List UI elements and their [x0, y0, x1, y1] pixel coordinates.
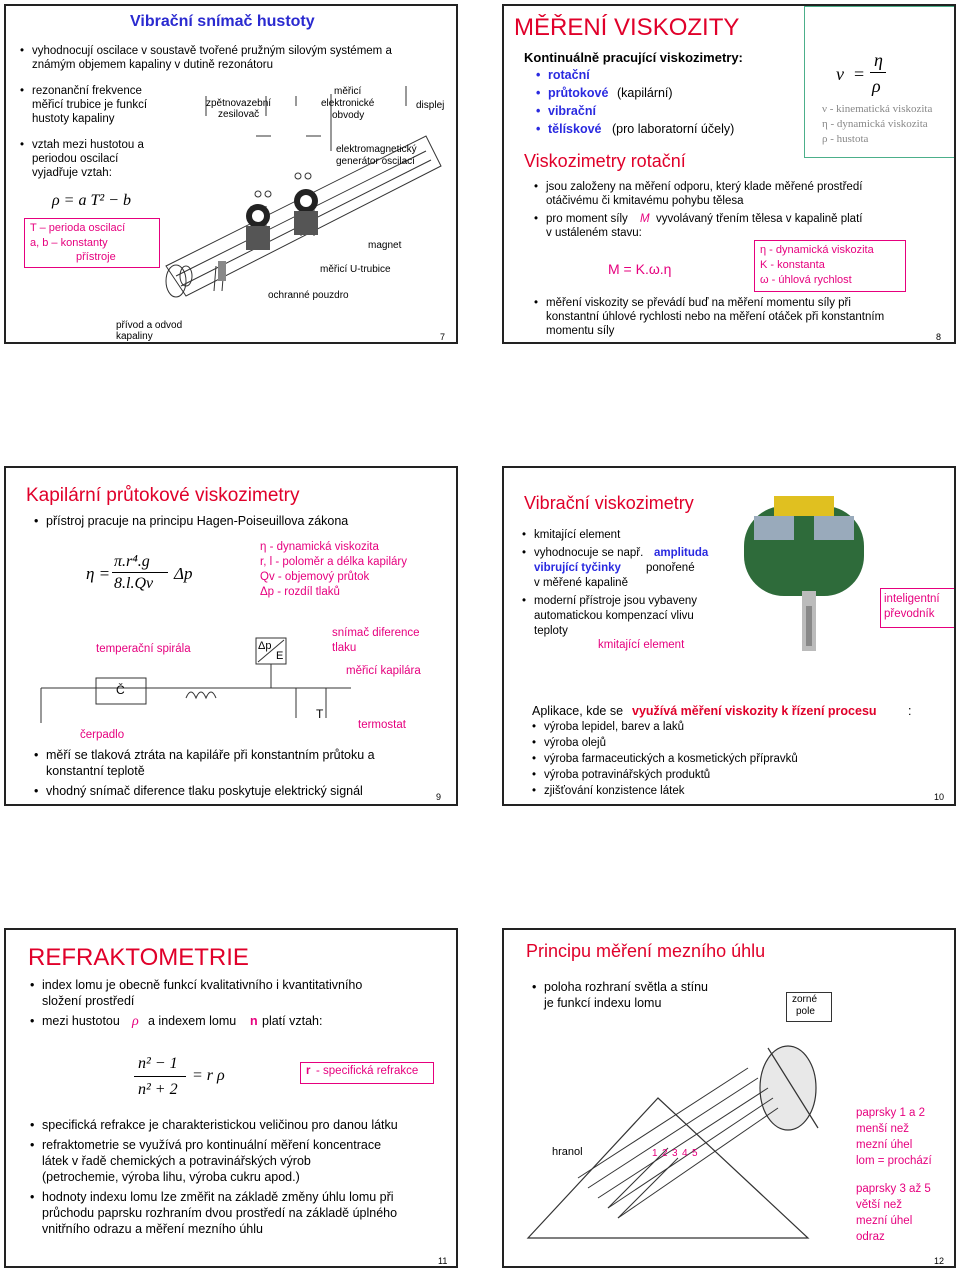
diagram-label: elektromagnetický [336, 144, 417, 155]
ray-note: paprsky 3 až 5 [856, 1183, 931, 1195]
diagram-label: měřicí U-trubice [320, 264, 391, 275]
application-item: • výroba olejů [544, 736, 606, 751]
diagram-label: čerpadlo [80, 729, 125, 741]
diagram-label: tlaku [332, 642, 357, 654]
bullet-text: • refraktometrie se využívá pro kontinuální měření koncentrace [42, 1138, 381, 1153]
fraction-line [134, 1076, 186, 1077]
formula-denominator: 8.l.Qv [114, 575, 154, 592]
highlight-text: amplituda [654, 547, 709, 559]
diagram-label: inteligentní [884, 593, 940, 605]
legend-text: Qv - objemový průtok [260, 571, 370, 583]
density-sensor-diagram [146, 76, 456, 326]
ray-number: 4 [682, 1148, 688, 1159]
bullet-text: • vyhodnocuje se např. [534, 546, 643, 561]
formula-numerator: n² − 1 [138, 1055, 178, 1072]
diagram-label: snímač diference [332, 627, 420, 639]
ray-number: 2 [662, 1148, 668, 1159]
intro-text: Kontinuálně pracující viskozimetry: [524, 50, 743, 65]
bullet-text-cont: je funkcí indexu lomu [544, 996, 662, 1010]
slide-7 [4, 4, 458, 344]
bullet-text-cont: konstantní teplotě [46, 764, 145, 778]
diagram-label: generátor oscilací [336, 156, 415, 167]
bullet-text-cont: teploty [534, 625, 568, 637]
diagram-label: přívod a odvod [116, 320, 183, 331]
formula-symbol: Δp [174, 564, 193, 583]
slide-12 [502, 928, 956, 1268]
ray-note: mezní úhel [856, 1215, 913, 1227]
page-number: 9 [436, 792, 442, 802]
bullet-text: • vhodný snímač diference tlaku poskytuje elektrický signál [46, 784, 363, 799]
bullet-text-cont: průchodu paprsku rozhraním dvou prostředí na základě úplného [42, 1206, 398, 1220]
diagram-label: zpětnovazební [206, 98, 272, 109]
bullet-text: • měření viskozity se převádí buď na měření momentu síly při [546, 296, 851, 311]
bullet-text: • rezonanční frekvence [32, 84, 142, 99]
page-number: 11 [438, 1256, 448, 1266]
diagram-label: měřicí [334, 86, 362, 97]
diagram-label: ochranné pouzdro [268, 290, 349, 301]
diagram-label: pole [796, 1006, 815, 1017]
bullet-text-cont: v měřené kapalině [534, 577, 628, 589]
legend-text: T – perioda oscilací [30, 222, 126, 234]
bullet-text-cont: automatickou kompenzací vlivu [534, 610, 694, 622]
fraction-line [112, 572, 168, 573]
formula-symbol: = [854, 64, 865, 84]
bullet-text: • poloha rozhraní světla a stínu [544, 980, 708, 995]
bullet-text: • přístroj pracuje na principu Hagen-Poiseuillova zákona [46, 514, 348, 529]
ray-note: větší než [856, 1199, 903, 1211]
application-item: • výroba farmaceutických a kosmetických přípravků [544, 752, 798, 767]
bullet-text: • vztah mezi hustotou a [32, 138, 144, 153]
legend-text: - specifická refrakce [316, 1065, 419, 1077]
page-number: 7 [440, 332, 446, 342]
bullet-text-cont: konstantní úhlové rychlosti nebo na měření otáček při konstantním [546, 311, 885, 323]
method-note: (pro laboratorní účely) [612, 122, 735, 136]
bullet-text-cont: platí vztah: [262, 1014, 323, 1028]
bullet-text-cont: otáčivému či kmitavému pohybu tělesa [546, 195, 744, 207]
legend-text: η - dynamická viskozita [760, 244, 874, 256]
bullet-text-cont: složení prostředí [42, 994, 135, 1008]
formula: ρ = a T² − b [52, 192, 131, 209]
symbol-n: n [250, 1014, 258, 1028]
diagram-label: měřicí kapilára [346, 665, 421, 677]
application-item: • výroba potravinářských produktů [544, 768, 710, 783]
applications-colon: : [908, 704, 912, 718]
moment-equation: M = K.ω.η [608, 261, 672, 277]
legend-text: η - dynamická viskozita [260, 541, 379, 553]
legend-text: η - dynamická viskozita [822, 118, 928, 130]
bullet-text-cont: periodou oscilací [32, 153, 119, 165]
slide-title: Vibrační snímač hustoty [130, 13, 315, 30]
bullet-text: • specifická refrakce je charakteristickou veličinou pro danou látku [42, 1118, 398, 1133]
pump-symbol: Č [116, 683, 125, 697]
bullet-text: • vyhodnocují oscilace v soustavě tvořené pružným silovým systémem a [32, 44, 392, 59]
method-note: (kapilární) [617, 86, 673, 100]
bullet-text: • měří se tlaková ztráta na kapiláře při konstantním průtoku a [46, 748, 375, 763]
bullet-text-cont: a indexem lomu [148, 1014, 237, 1028]
legend-text: K - konstanta [760, 259, 825, 271]
diagram-label: hranol [552, 1146, 583, 1158]
bullet-text-cont: hustoty kapaliny [32, 113, 115, 125]
formula-rhs: = r ρ [192, 1067, 225, 1084]
diagram-label: obvody [332, 110, 365, 121]
legend-text: Δp - rozdíl tlaků [260, 586, 340, 598]
bullet-text: • mezi hustotou [42, 1014, 120, 1029]
ray-note: odraz [856, 1231, 885, 1243]
formula-numerator: π.r⁴.g [114, 553, 150, 570]
bullet-text-cont: vnitřního odrazu a měření mezního úhlu [42, 1222, 263, 1236]
page-number: 12 [934, 1256, 945, 1266]
diagram-label: temperační spirála [96, 643, 191, 655]
highlight-text: vibrující tyčinky [534, 562, 621, 574]
bullet-text-cont: známým objemem kapaliny v dutině rezonátoru [32, 59, 273, 71]
legend-text: ρ - hustota [822, 133, 869, 145]
sensor-symbol: Δp [258, 640, 272, 652]
bullet-text-cont: látek v řadě chemických a potravinářských výrob [42, 1154, 311, 1168]
ray-number: 1 [652, 1148, 658, 1159]
capillary-viscometer-diagram [36, 618, 356, 728]
bullet-text: • hodnoty indexu lomu lze změřit na základě změny úhlu lomu při [42, 1190, 394, 1205]
slide-9 [4, 466, 458, 806]
legend-text: ω - úhlová rychlost [760, 274, 852, 286]
ray-note: menší než [856, 1123, 910, 1135]
bullet-text-cont: (petrochemie, výroba lihu, výroba cukru apod.) [42, 1170, 300, 1184]
bullet-text-cont: vyvolávaný třením tělesa v kapalině platí [656, 213, 863, 225]
diagram-label: kmitající element [598, 639, 685, 651]
diagram-label: magnet [368, 240, 402, 251]
bullet-text-cont: ponořené [646, 562, 695, 574]
formula-symbol: ρ [872, 76, 881, 96]
symbol-rho: ρ [132, 1014, 139, 1029]
bullet-text-cont: momentu síly [546, 325, 615, 337]
vibration-viscometer-photo [734, 486, 884, 656]
bullet-text: • index lomu je obecně funkcí kvalitativního i kvantitativního [42, 978, 362, 993]
ray-note: lom = prochází [856, 1155, 932, 1167]
applications-intro: Aplikace, kde se [532, 704, 624, 718]
legend-symbol: r [306, 1065, 311, 1077]
symbol-M: M [640, 213, 650, 225]
slide-title: MĚŘENÍ VISKOZITY [514, 14, 740, 41]
sensor-symbol: E [276, 650, 284, 662]
diagram-label: zorné [792, 994, 818, 1005]
ray-number: 5 [692, 1148, 698, 1159]
applications-highlight: využívá měření viskozity k řízení procesu [632, 704, 877, 718]
method-item: • rotační [548, 68, 590, 83]
thermostat-symbol: T [316, 707, 324, 721]
diagram-label: převodník [884, 608, 935, 620]
formula-symbol: η [874, 50, 883, 70]
slide-11 [4, 928, 458, 1268]
page-number: 10 [934, 792, 945, 802]
method-item: • průtokové [548, 86, 608, 101]
bullet-text-cont: měřicí trubice je funkcí [32, 99, 148, 111]
slide-title: Kapilární průtokové viskozimetry [26, 485, 300, 506]
legend-text: přístroje [76, 251, 116, 263]
fraction-line [870, 72, 886, 73]
formula-denominator: n² + 2 [138, 1081, 178, 1098]
section-heading: Viskozimetry rotační [524, 151, 686, 171]
bullet-text: • pro moment síly [546, 212, 628, 227]
method-item: • tělískové [548, 122, 602, 137]
diagram-label: termostat [358, 719, 406, 731]
ray-note: mezní úhel [856, 1139, 913, 1151]
method-item: • vibrační [548, 104, 596, 119]
diagram-label: displej [416, 100, 445, 111]
bullet-text: • moderní přístroje jsou vybaveny [534, 594, 697, 609]
bullet-text: • kmitající element [534, 528, 620, 543]
ray-number: 3 [672, 1148, 678, 1159]
application-item: • zjišťování konzistence látek [544, 784, 684, 799]
slide-8 [502, 4, 956, 344]
application-item: • výroba lepidel, barev a laků [544, 720, 684, 735]
slide-title: Vibrační viskozimetry [524, 493, 694, 513]
diagram-label: kapaliny [116, 331, 153, 342]
bullet-text: • jsou založeny na měření odporu, který klade měřené prostředí [546, 180, 862, 195]
slide-title: Principu měření mezního úhlu [526, 941, 766, 961]
ray-note: paprsky 1 a 2 [856, 1107, 926, 1119]
bullet-text-cont: vyjadřuje vztah: [32, 167, 112, 179]
diagram-label: elektronické [321, 98, 375, 109]
legend-text: a, b – konstanty [30, 237, 108, 249]
slide-10 [502, 466, 956, 806]
formula-symbol: ν [836, 64, 844, 84]
legend-text: r, l - poloměr a délka kapiláry [260, 556, 408, 568]
slide-title: REFRAKTOMETRIE [28, 944, 249, 971]
legend-text: ν - kinematická viskozita [822, 103, 933, 115]
page-number: 8 [936, 332, 942, 342]
formula-symbol: η = [86, 564, 111, 583]
diagram-label: zesilovač [218, 109, 260, 120]
bullet-text-cont: v ustáleném stavu: [546, 227, 642, 239]
